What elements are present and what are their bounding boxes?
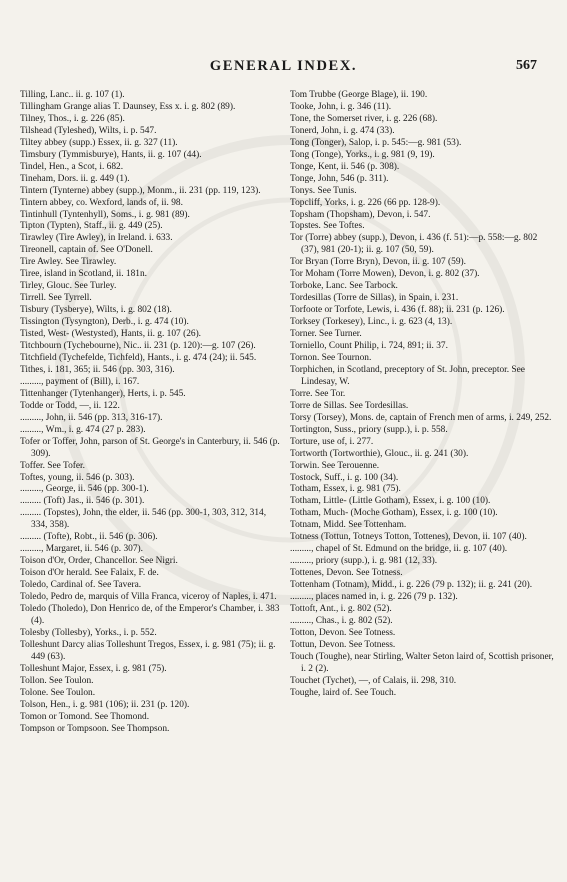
page-number: 567 <box>516 58 537 73</box>
index-entry: ......... (Toft) Jas., ii. 546 (p. 301). <box>20 496 145 507</box>
index-entry: Toftes, young, ii. 546 (p. 303). <box>20 472 135 483</box>
index-entry: Tisbury (Tysberye), Wilts, i. g. 802 (18). <box>20 305 172 316</box>
index-entry: Tineham, Dors. ii. g. 449 (1). <box>20 173 130 184</box>
index-entry: Torniello, Count Philip, i. 724, 891; ii. 37. <box>290 341 448 352</box>
index-entry: Tooke, John, i. g. 346 (11). <box>290 101 392 112</box>
index-entry: Tor Bryan (Torre Bryn), Devon, ii. g. 107 (59). <box>290 257 466 268</box>
index-entry: Tordesillas (Torre de Sillas), in Spain, i. 231. <box>290 293 459 304</box>
index-entry: Tostock, Suff., i. g. 100 (34). <box>290 472 399 483</box>
index-column-left <box>20 90 284 735</box>
index-entry: Tillingham Grange alias T. Daunsey, Ess x. i. g. 802 (89). <box>20 101 236 112</box>
index-entry: Tortworth (Tortworthie), Glouc., ii. g. 241 (30). <box>290 448 469 459</box>
index-entry: Topcliff, Yorks, i. g. 226 (66 pp. 128-9). <box>290 197 441 208</box>
index-entry: Tipton (Typten), Staff., ii. g. 449 (25). <box>20 221 163 232</box>
index-entry: Torphichen, in Scotland, preceptory of St. John, preceptor. See Lindesay, W. <box>290 364 525 387</box>
index-entry: Tong (Tonge), Yorks., i. g. 981 (9, 19). <box>290 149 435 160</box>
index-entry: Tor Moham (Torre Mowen), Devon, i. g. 802 (37). <box>290 269 480 280</box>
index-entry: Tirley, Glouc. See Turley. <box>20 281 117 292</box>
index-entry: Tintern (Tynterne) abbey (supp.), Monm., ii. 231 (pp. 119, 123). <box>20 185 261 196</box>
index-entry: Tollon. See Toulon. <box>20 675 94 686</box>
index-entry: Totnam, Midd. See Tottenham. <box>290 520 407 531</box>
index-entry: Tintern abbey, co. Wexford, lands of, ii. 98. <box>20 197 183 208</box>
index-entry: Tiltey abbey (supp.) Essex, ii. g. 327 (11). <box>20 137 178 148</box>
index-entry: ........., John, ii. 546 (pp. 313, 316-17). <box>20 412 163 423</box>
index-entry: Tissington (Tysyngton), Derb., i. g. 474 (10). <box>20 317 189 328</box>
index-entry: ......... (Tofte), Robt., ii. 546 (p. 306). <box>20 532 158 543</box>
index-entry: ........., George, ii. 546 (pp. 300-1). <box>20 484 149 495</box>
index-entry: Toison d'Or, Order, Chancellor. See Nigri. <box>20 556 178 567</box>
index-entry: Tor (Torre) abbey (supp.), Devon, i. 436 (f. 51):—p. 558:—g. 802 (37), 981 (20-1); ii. g. 107 (50, 59). <box>290 233 538 256</box>
index-entry: Tolesby (Tollesby), Yorks., i. p. 552. <box>20 627 157 638</box>
index-entry: Tintinhull (Tyntenhyll), Soms., i. g. 981 (89). <box>20 209 190 220</box>
index-entry: Tirawley (Tire Awley), in Ireland. i. 633. <box>20 233 173 244</box>
index-entry: Torksey (Torkesey), Linc., i. g. 623 (4, 13). <box>290 317 453 328</box>
index-entry: ........., Margaret, ii. 546 (p. 307). <box>20 544 143 555</box>
index-entry: Tiree, island in Scotland, ii. 181n. <box>20 269 147 280</box>
index-entry: Timsbury (Tymmisburye), Hants, ii. g. 107 (44). <box>20 149 202 160</box>
index-entry: Totness (Tottun, Totneys Totton, Tottenes), Devon, ii. 107 (40). <box>290 532 527 543</box>
index-entry: Toledo, Cardinal of. See Tavera. <box>20 580 142 591</box>
index-entry: Tottun, Devon. See Totness. <box>290 639 396 650</box>
index-entry: Tolson, Hen., i. g. 981 (106); ii. 231 (p. 120). <box>20 699 190 710</box>
index-entry: ........., places named in, i. g. 226 (79 p. 132). <box>290 592 458 603</box>
index-entry: Tirrell. See Tyrrell. <box>20 293 92 304</box>
index-entry: Totham, Essex, i. g. 981 (75). <box>290 484 401 495</box>
index-entry: ........., payment of (Bill), i. 167. <box>20 376 140 387</box>
index-entry: Tornon. See Tournon. <box>290 352 372 363</box>
index-entry: Tilney, Thos., i. g. 226 (85). <box>20 113 125 124</box>
index-entry: Tong (Tonger), Salop, i. p. 545:—g. 981 (53). <box>290 137 462 148</box>
index-entry: Totton, Devon. See Totness. <box>290 627 396 638</box>
index-entry: Tisted, West- (Westysted), Hants, ii. g. 107 (26). <box>20 329 202 340</box>
index-entry: Touch (Toughe), near Stirling, Walter Seton laird of, Scottish prisoner, i. 2 (2). <box>290 651 554 674</box>
page-title: GENERAL INDEX. <box>209 58 358 74</box>
index-entry: Tonerd, John, i. g. 474 (33). <box>290 125 395 136</box>
index-entry: ........., priory (supp.), i. g. 981 (12, 33). <box>290 556 438 567</box>
index-entry: Torre de Sillas. See Tordesillas. <box>290 400 409 411</box>
index-entry: ......... (Topstes), John, the elder, ii. 546 (pp. 300-1, 303, 312, 314, 334, 358). <box>20 508 267 531</box>
index-entry: Tireonell, captain of. See O'Donell. <box>20 245 153 256</box>
index-entry: Torsy (Torsey), Mons. de, captain of French men of arms, i. 249, 252. <box>290 412 552 423</box>
index-entry: ........., Wm., i. g. 474 (27 p. 283). <box>20 424 146 435</box>
index-entry: Tilling, Lanc.. ii. g. 107 (1). <box>20 90 125 100</box>
index-entry: Tilshead (Tyleshed), Wilts, i. p. 547. <box>20 125 157 136</box>
index-entry: ........., chapel of St. Edmund on the bridge, ii. g. 107 (40). <box>290 544 508 555</box>
index-entry: Tom Trubbe (George Blage), ii. 190. <box>290 90 428 100</box>
index-entry: Torture, use of, i. 277. <box>290 436 374 447</box>
index-entry: ........., Chas., i. g. 802 (52). <box>290 615 393 626</box>
index-entry: Topsham (Thopsham), Devon, i. 547. <box>290 209 431 220</box>
page-header <box>0 58 567 78</box>
index-entry: Torfoote or Torfote, Lewis, i. 436 (f. 88); ii. 231 (p. 126). <box>290 305 505 316</box>
index-entry: Tortington, Suss., priory (supp.), i. p. 558. <box>290 424 448 435</box>
index-entry: Torwin. See Terouenne. <box>290 460 380 471</box>
index-entry: Toffer. See Tofer. <box>20 460 85 471</box>
index-entry: Tithes, i. 181, 365; ii. 546 (pp. 303, 316). <box>20 364 175 375</box>
index-entry: Tompson or Tompsoon. See Thompson. <box>20 723 170 734</box>
index-entry: Tonge, Kent, ii. 546 (p. 308). <box>290 161 400 172</box>
index-entry: Tottenes, Devon. See Totness. <box>290 568 403 579</box>
index-entry: Totham, Little- (Little Gotham), Essex, i. g. 100 (10). <box>290 496 491 507</box>
index-entry: Tone, the Somerset river, i. g. 226 (68). <box>290 113 438 124</box>
index-entry: Titchfield (Tychefelde, Tichfeld), Hants., i. g. 474 (24); ii. 545. <box>20 352 257 363</box>
index-entry: Touchet (Tychet), —, of Calais, ii. 298, 310. <box>290 675 457 686</box>
index-entry: Tolone. See Toulon. <box>20 687 96 698</box>
index-entry: Tonys. See Tunis. <box>290 185 357 196</box>
index-entry: Tolleshunt Darcy alias Tolleshunt Tregos, Essex, i. g. 981 (75); ii. g. 449 (63). <box>20 639 276 662</box>
index-entry: Torner. See Turner. <box>290 329 362 340</box>
index-entry: Totham, Much- (Moche Gotham), Essex, i. g. 100 (10). <box>290 508 498 519</box>
index-entry: Tittenhanger (Tytenhanger), Herts, i. p. 545. <box>20 388 186 399</box>
index-entry: Titchbourn (Tychebourne), Nic.. ii. 231 (p. 120):—g. 107 (26). <box>20 341 256 352</box>
index-entry: Tomon or Tomond. See Thomond. <box>20 711 150 722</box>
index-column-right <box>290 90 554 700</box>
index-entry: Tottoft, Ant., i. g. 802 (52). <box>290 603 392 614</box>
index-entry: Toledo (Tholedo), Don Henrico de, of the Emperor's Chamber, i. 383 (4). <box>20 603 280 626</box>
index-entry: Tindel, Hen., a Scot, i. 682. <box>20 161 124 172</box>
index-entry: Tolleshunt Major, Essex, i. g. 981 (75). <box>20 663 167 674</box>
index-entry: Tonge, John, 546 (p. 311). <box>290 173 389 184</box>
index-entry: Torre. See Tor. <box>290 388 346 399</box>
index-entry: Topstes. See Toftes. <box>290 221 365 232</box>
index-entry: Todde or Todd, —, ii. 122. <box>20 400 120 411</box>
index-entry: Tottenham (Totnam), Midd., i. g. 226 (79 p. 132); ii. g. 241 (20). <box>290 580 533 591</box>
index-entry: Tofer or Toffer, John, parson of St. George's in Canterbury, ii. 546 (p. 309). <box>20 436 280 459</box>
index-entry: Toledo, Pedro de, marquis of Villa Franca, viceroy of Naples, i. 471. <box>20 592 277 603</box>
index-entry: Toison d'Or herald. See Falaix, F. de. <box>20 568 159 579</box>
index-entry: Torboke, Lanc. See Tarbock. <box>290 281 398 292</box>
index-entry: Toughe, laird of. See Touch. <box>290 687 397 698</box>
index-entry: Tire Awley. See Tirawley. <box>20 257 117 268</box>
